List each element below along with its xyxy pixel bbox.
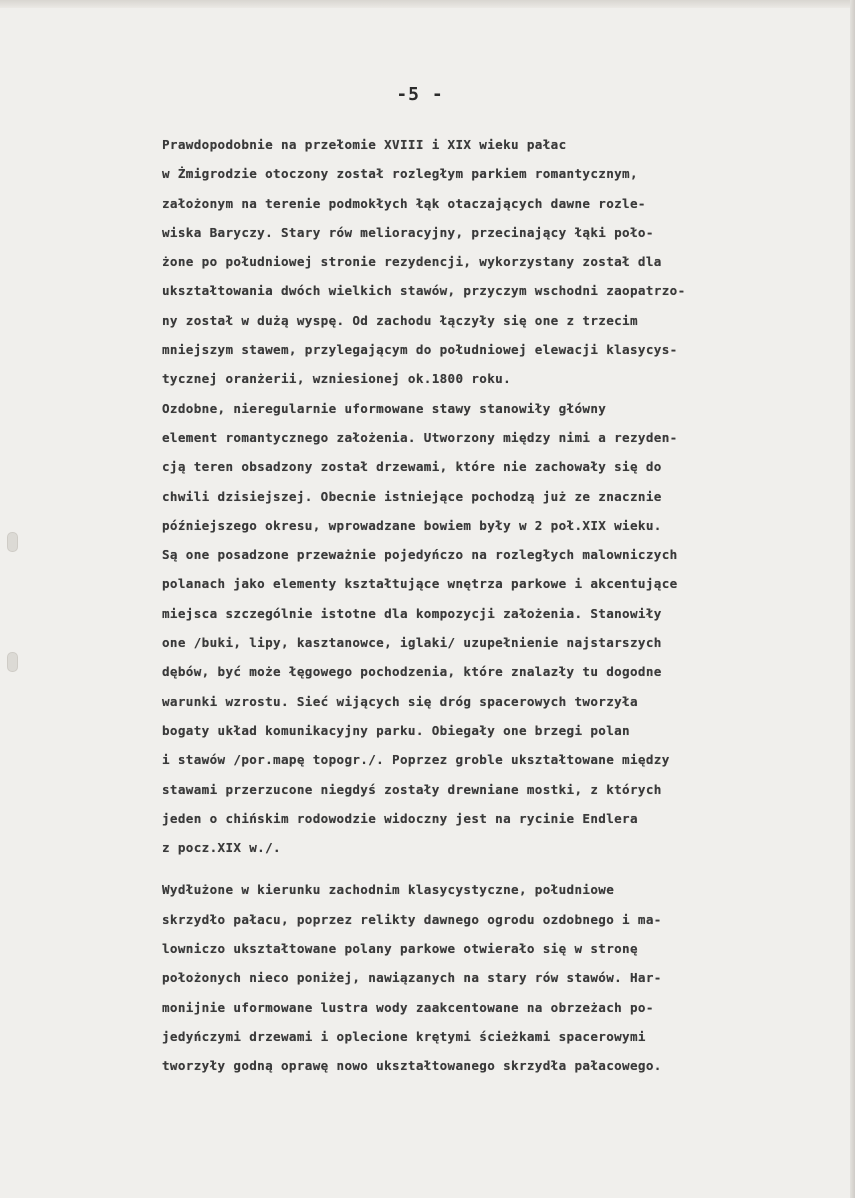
text-line: ny został w dużą wyspę. Od zachodu łączyły się one z trzecim <box>162 312 638 328</box>
text-line: Wydłużone w kierunku zachodnim klasycystyczne, południowe <box>162 882 615 898</box>
punch-hole-mark <box>7 652 18 672</box>
text-line: założonym na terenie podmokłych łąk otaczających dawne rozle- <box>162 195 646 211</box>
paragraph <box>162 130 832 394</box>
text-line: miejsca szczególnie istotne dla kompozycji założenia. Stanowiły <box>162 605 662 621</box>
text-line: cją teren obsadzony został drzewami, które nie zachowały się do <box>162 459 662 475</box>
punch-hole-mark <box>7 532 18 552</box>
paragraph-gap <box>162 862 832 875</box>
text-line: z pocz.XIX w./. <box>162 840 281 856</box>
text-line: ukształtowania dwóch wielkich stawów, przyczym wschodni zaopatrzo- <box>162 283 686 299</box>
scan-right-edge <box>850 0 855 1198</box>
text-line: położonych nieco poniżej, nawiązanych na stary rów stawów. Har- <box>162 970 662 986</box>
text-line: lowniczo ukształtowane polany parkowe otwierało się w stronę <box>162 941 638 957</box>
text-line: warunki wzrostu. Sieć wijących się dróg spacerowych tworzyła <box>162 693 638 709</box>
text-line: monijnie uformowane lustra wody zaakcentowane na obrzeżach po- <box>162 999 654 1015</box>
paragraph <box>162 394 832 863</box>
text-line: późniejszego okresu, wprowadzane bowiem były w 2 poł.XIX wieku. <box>162 517 662 533</box>
text-line: Są one posadzone przeważnie pojedyńczo na rozległych malowniczych <box>162 547 678 563</box>
page-number: -5 - <box>396 84 444 105</box>
body-text <box>162 130 832 1081</box>
text-line: skrzydło pałacu, poprzez relikty dawnego ogrodu ozdobnego i ma- <box>162 911 662 927</box>
text-line: dębów, być może łęgowego pochodzenia, które znalazły tu dogodne <box>162 664 662 680</box>
text-line: stawami przerzucone niegdyś zostały drewniane mostki, z których <box>162 781 662 797</box>
text-line: chwili dzisiejszej. Obecnie istniejące pochodzą już ze znacznie <box>162 488 662 504</box>
paragraph <box>162 875 832 1080</box>
text-line: jedyńczymi drzewami i oplecione krętymi ścieżkami spacerowymi <box>162 1028 646 1044</box>
text-line: tycznej oranżerii, wzniesionej ok.1800 roku. <box>162 371 512 387</box>
text-line: Ozdobne, nieregularnie uformowane stawy stanowiły główny <box>162 400 607 416</box>
text-line: jeden o chińskim rodowodzie widoczny jest na rycinie Endlera <box>162 810 638 826</box>
text-line: mniejszym stawem, przylegającym do południowej elewacji klasycys- <box>162 342 678 358</box>
scan-top-edge <box>0 0 855 8</box>
text-line: wiska Baryczy. Stary rów melioracyjny, przecinający łąki poło- <box>162 224 654 240</box>
text-line: i stawów /por.mapę topogr./. Poprzez groble ukształtowane między <box>162 752 670 768</box>
text-line: tworzyły godną oprawę nowo ukształtowanego skrzydła pałacowego. <box>162 1058 662 1074</box>
text-line: Prawdopodobnie na przełomie XVIII i XIX wieku pałac <box>162 137 567 152</box>
text-line: w Żmigrodzie otoczony został rozległym parkiem romantycznym, <box>162 166 638 182</box>
text-line: one /buki, lipy, kasztanowce, iglaki/ uzupełnienie najstarszych <box>162 635 662 651</box>
text-line: żone po południowej stronie rezydencji, wykorzystany został dla <box>162 254 662 270</box>
text-line: bogaty układ komunikacyjny parku. Obiegały one brzegi polan <box>162 722 630 738</box>
text-line: element romantycznego założenia. Utworzony między nimi a rezyden- <box>162 429 678 445</box>
text-line: polanach jako elementy kształtujące wnętrza parkowe i akcentujące <box>162 576 678 592</box>
